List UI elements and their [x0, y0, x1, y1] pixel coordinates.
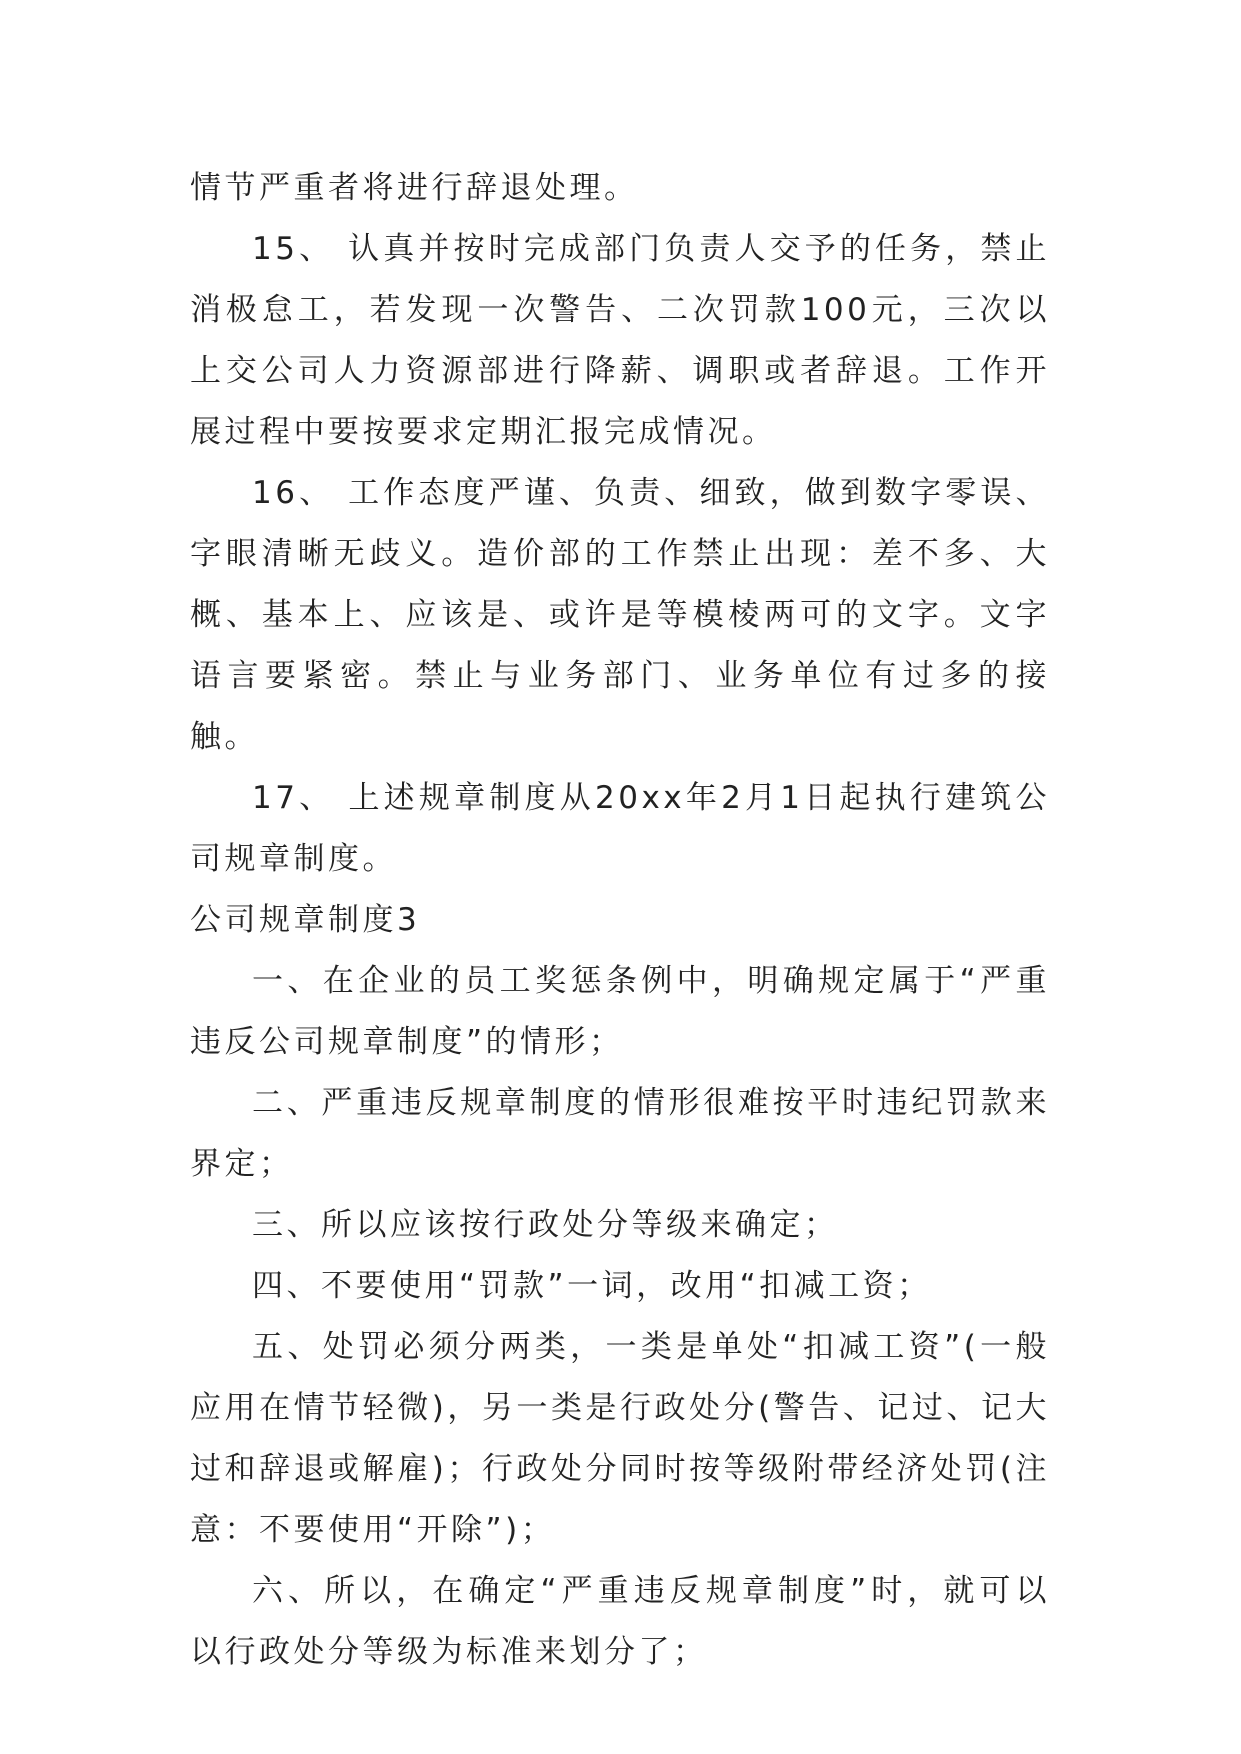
paragraph-continuation: 情节严重者将进行辞退处理。 [190, 170, 639, 206]
paragraph-item-2: 二、严重违反规章制度的情形很难按平时违纪罚款来界定； [190, 1085, 1050, 1182]
paragraph-item-1: 一、在企业的员工奖惩条例中，明确规定属于“严重违反公司规章制度”的情形； [190, 963, 1050, 1060]
paragraph-item-4: 四、不要使用“罚款”一词，改用“扣减工资； [252, 1268, 932, 1304]
paragraph-rule-16: 16、 工作态度严谨、负责、细致，做到数字零误、字眼清晰无歧义。造价部的工作禁止出现：差不多、大概、基本上、应该是、或许是等模棱两可的文字。文字语言要紧密。禁止与业务部门、业务单位有过多的接触。 [190, 475, 1050, 755]
paragraph-item-3: 三、所以应该按行政处分等级来确定； [252, 1207, 839, 1243]
paragraph-item-6: 六、所以，在确定“严重违反规章制度”时，就可以以行政处分等级为标准来划分了； [190, 1573, 1050, 1670]
section-heading-3: 公司规章制度3 [190, 902, 421, 938]
paragraph-rule-17: 17、 上述规章制度从20xx年2月1日起执行建筑公司规章制度。 [190, 780, 1050, 877]
paragraph-rule-15: 15、 认真并按时完成部门负责人交予的任务，禁止消极怠工，若发现一次警告、二次罚款100元，三次以上交公司人力资源部进行降薪、调职或者辞退。工作开展过程中要按要求定期汇报完成情况。 [190, 231, 1050, 450]
document-body [190, 158, 1050, 1683]
paragraph-item-5: 五、处罚必须分两类，一类是单处“扣减工资”(一般应用在情节轻微)，另一类是行政处分(警告、记过、记大过和辞退或解雇)；行政处分同时按等级附带经济处罚(注意：不要使用“开除”)； [190, 1329, 1050, 1548]
